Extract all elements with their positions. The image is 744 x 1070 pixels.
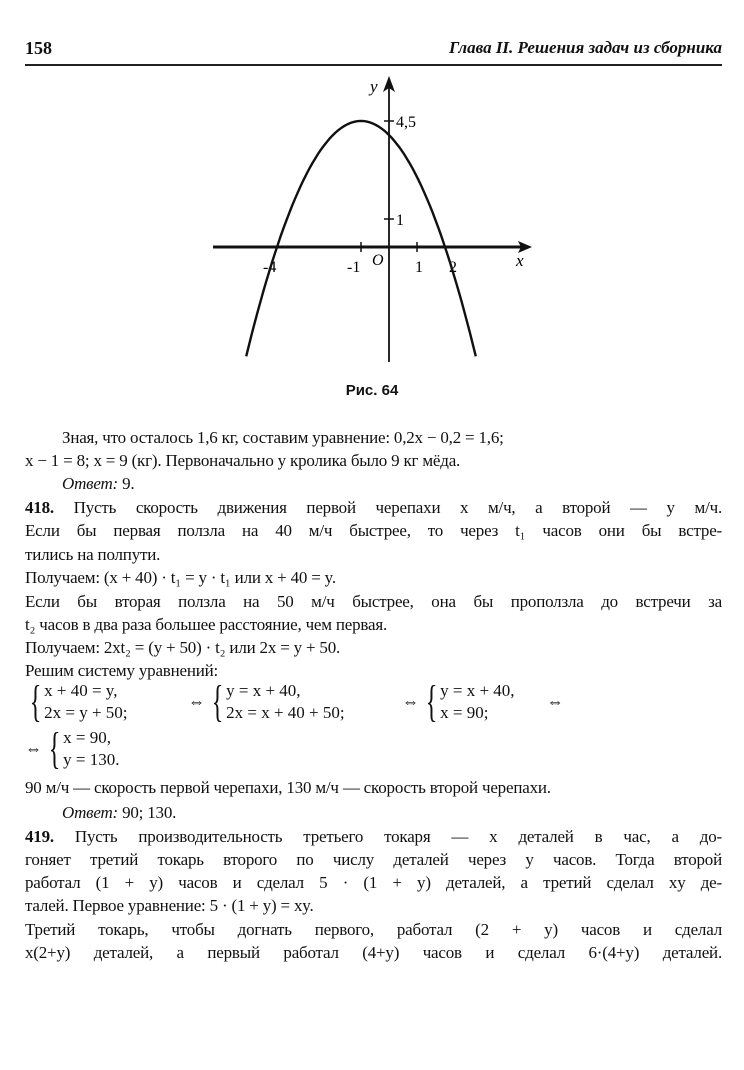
text-line: x(2+y) деталей, а первый работал (4+y) часов и сделал 6·(4+y) деталей. [25,943,722,962]
problem-418-line [25,497,722,519]
equation: 2x = x + 40 + 50; [226,703,345,722]
equation: x + 40 = y, [44,681,118,700]
x-tick-label: -1 [347,259,361,276]
x-tick-label: 2 [449,259,457,276]
text-line: Если бы первая ползла на 40 м/ч быстрее, то через t₁ часов они бы встре- [25,521,722,540]
brace: { [48,724,61,773]
y-axis-label: y [370,77,378,96]
text-line: Получаем: (x + 40) · t₁ = y · t₁ или x + 40 = y. [25,568,336,587]
chapter-title: Глава II. Решения задач из сборника [449,38,722,57]
text-span: Пусть скорость движения первой черепахи x м/ч, а второй — y м/ч. [73,498,722,517]
equation-system-2 [188,677,345,726]
answer-line [62,802,722,824]
text-line: тились на полпути. [25,545,161,564]
equation: y = 130. [63,750,120,769]
equivalence-symbol: ⇔ [402,692,419,711]
figure-caption: Рис. 64 [345,382,399,399]
text-line: Третий токарь, чтобы догнать первого, работал (2 + y) часов и сделал [25,920,722,939]
x-tick-label: 1 [415,259,423,276]
parabola-figure [0,0,744,380]
text-line: Получаем: 2xt₂ = (y + 50) · t₂ или 2x = y + 50. [25,638,341,657]
parabola-curve [246,121,476,356]
equation: x = 90; [440,703,489,722]
equivalence-symbol: ⇔ [188,692,205,711]
equation-system-4 [25,724,120,773]
answer-label: Ответ: [62,474,118,493]
page-number: 158 [25,38,52,58]
text-line: гоняет третий токарь второго по числу деталей через y часов. Тогда второй [25,850,722,869]
answer-value: 9. [122,474,135,493]
y-tick-label: 4,5 [396,114,416,131]
brace: { [29,677,42,726]
origin-label: O [372,252,384,269]
text-line: 90 м/ч — скорость первой черепахи, 130 м/ч — скорость второй черепахи. [25,778,551,797]
equation: x = 90, [63,728,111,747]
x-tick-label: -4 [263,259,277,276]
text-line: Зная, что осталось 1,6 кг, составим уравнение: 0,2x − 0,2 = 1,6; [62,428,504,447]
problem-number: 418. [25,498,54,517]
text-line: t₂ часов в два раза большее расстояние, чем первая. [25,615,388,634]
text-line: работал (1 + y) часов и сделал 5 · (1 + y) деталей, а третий сделал xy де- [25,873,722,892]
text-span: Пусть производительность третьего токаря — x деталей в час, а до- [74,827,722,846]
equivalence-symbol: ⇔ [25,739,42,758]
text-line: Решим систему уравнений: [25,661,219,680]
answer-value: 90; 130. [122,803,177,822]
problem-number: 419. [25,827,54,846]
y-tick-label: 1 [396,212,404,229]
equation-system-1 [25,677,128,726]
equation-system-3 [402,677,566,726]
equivalence-symbol: ⇔ [546,692,564,711]
answer-line [62,473,722,495]
brace: { [425,677,438,726]
text-line: Если бы вторая ползла на 50 м/ч быстрее, она бы проползла до встречи за [25,592,722,611]
equation: y = x + 40, [226,681,301,700]
text-line: талей. Первое уравнение: 5 · (1 + y) = xy. [25,896,314,915]
equation: y = x + 40, [440,681,515,700]
equation: 2x = y + 50; [44,703,128,722]
brace: { [211,677,224,726]
answer-label: Ответ: [62,803,118,822]
problem-419-line [25,826,722,848]
x-axis-label: x [516,251,524,270]
text-line: x − 1 = 8; x = 9 (кг). Первоначально у кролика было 9 кг мёда. [25,451,461,470]
